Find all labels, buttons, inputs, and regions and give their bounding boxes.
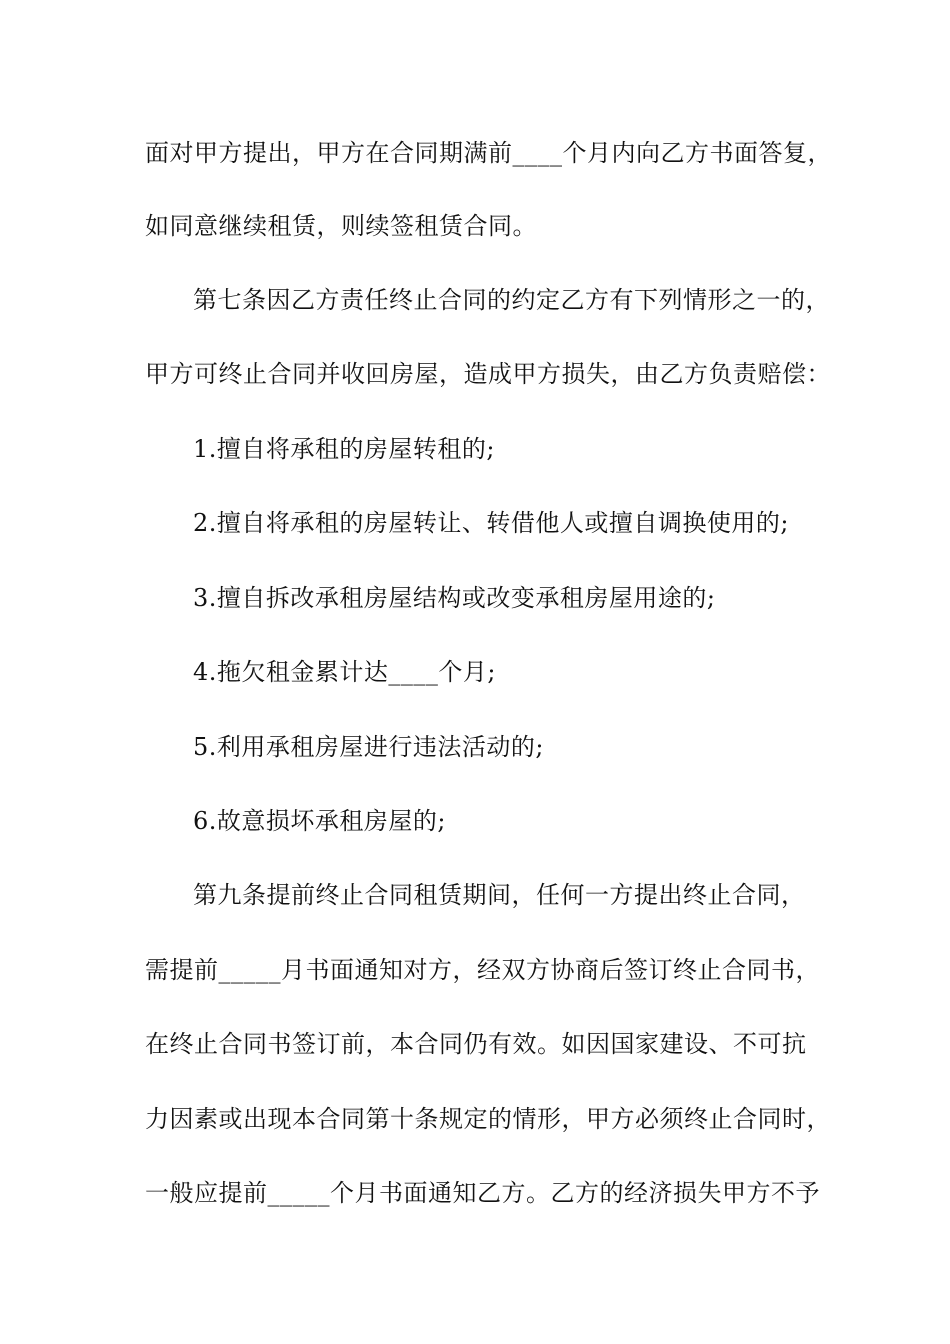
list-item: 6.故意损坏承租房屋的;	[193, 807, 446, 835]
text-line: 一般应提前_____个月书面通知乙方。乙方的经济损失甲方不予	[145, 1179, 820, 1207]
text-line: 面对甲方提出，甲方在合同期满前____个月内向乙方书面答复，	[145, 139, 832, 167]
list-item: 5.利用承租房屋进行违法活动的;	[193, 733, 544, 761]
list-item: 2.擅自将承租的房屋转让、转借他人或擅自调换使用的;	[193, 509, 789, 537]
list-item: 1.擅自将承租的房屋转租的;	[193, 435, 495, 463]
article-7-heading: 第七条因乙方责任终止合同的约定乙方有下列情形之一的，	[193, 286, 830, 314]
text-line: 如同意继续租赁，则续签租赁合同。	[145, 212, 537, 240]
text-line: 需提前_____月书面通知对方，经双方协商后签订终止合同书，	[145, 956, 820, 984]
list-item: 3.擅自拆改承租房屋结构或改变承租房屋用途的;	[193, 584, 716, 612]
text-line: 力因素或出现本合同第十条规定的情形，甲方必须终止合同时，	[145, 1105, 831, 1133]
article-9-heading: 第九条提前终止合同租赁期间，任何一方提出终止合同，	[193, 881, 806, 909]
text-line: 在终止合同书签订前，本合同仍有效。如因国家建设、不可抗	[145, 1030, 807, 1058]
text-line: 甲方可终止合同并收回房屋，造成甲方损失，由乙方负责赔偿：	[145, 360, 831, 388]
list-item: 4.拖欠租金累计达____个月;	[193, 658, 496, 686]
